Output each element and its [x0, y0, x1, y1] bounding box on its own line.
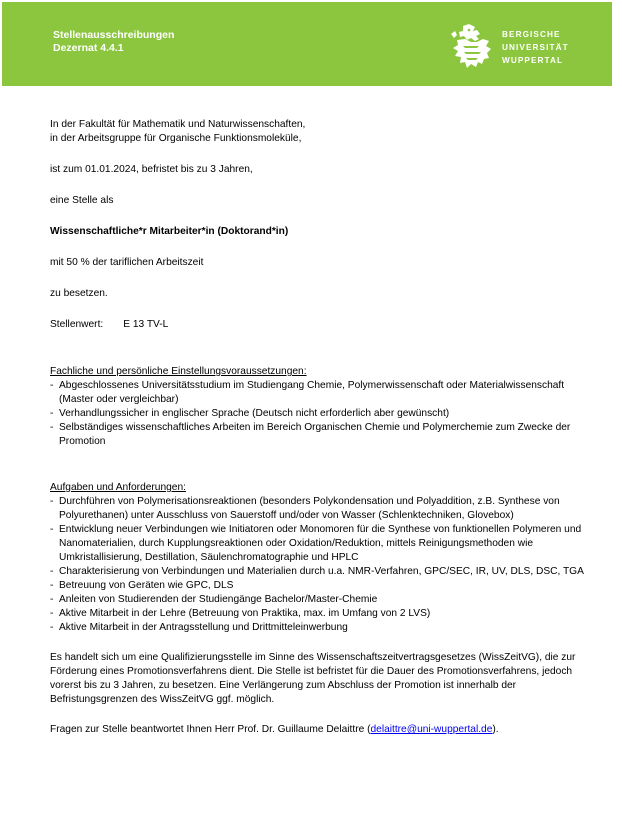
- list-item: - Durchführen von Polymerisationsreaktionen (besonders Polykondensation und Polyaddition, z.B. Synthese von Polyurethanen) unter Ausschluss von Sauerstoff und/oder von Wasser (Schlenktechniken, Glovebox): [50, 495, 590, 523]
- stellenwert-label: Stellenwert:: [50, 319, 104, 330]
- university-logo-text: [502, 28, 569, 67]
- list-item: - Selbständiges wissenschaftliches Arbeiten im Bereich Organischen Chemie und Polymerchemie zum Zwecke der Promotion: [50, 421, 590, 449]
- requirements-heading: Fachliche und persönliche Einstellungsvoraussetzungen:: [50, 366, 307, 377]
- posting-body: [50, 118, 590, 737]
- contact-line: [50, 723, 590, 737]
- header-banner: [2, 2, 612, 86]
- zu-besetzen: zu besetzen.: [50, 288, 108, 299]
- lion-icon: [449, 22, 495, 70]
- stellenwert-value: E 13 TV-L: [123, 319, 169, 330]
- tasks-heading: Aufgaben und Anforderungen:: [50, 482, 186, 493]
- position-title: Wissenschaftliche*r Mitarbeiter*in (Doktorand*in): [50, 226, 289, 237]
- list-item: - Charakterisierung von Verbindungen und Materialien durch u.a. NMR-Verfahren, GPC/SEC, IR, UV, DLS, DSC, TGA: [50, 565, 590, 579]
- header-title: [53, 29, 174, 55]
- stellenwert: [50, 318, 590, 332]
- requirements-list: [50, 379, 590, 449]
- header-title-line2: Dezernat 4.4.1: [53, 42, 124, 54]
- list-item: - Verhandlungssicher in englischer Sprache (Deutsch nicht erforderlich aber gewünscht): [50, 407, 590, 421]
- intro-line2: in der Arbeitsgruppe für Organische Funktionsmoleküle,: [50, 133, 302, 144]
- logo-line2: UNIVERSITÄT: [502, 43, 569, 52]
- contact-email-link[interactable]: delaittre@uni-wuppertal.de: [370, 724, 493, 735]
- logo-line1: BERGISCHE: [502, 30, 561, 39]
- logo-line3: WUPPERTAL: [502, 56, 564, 65]
- list-item: - Betreuung von Geräten wie GPC, DLS: [50, 579, 590, 593]
- start-date: ist zum 01.01.2024, befristet bis zu 3 Jahren,: [50, 164, 253, 175]
- contact-prefix: Fragen zur Stelle beantwortet Ihnen Herr Prof. Dr. Guillaume Delaittre (: [50, 724, 371, 735]
- qualification-paragraph: Es handelt sich um eine Qualifizierungsstelle im Sinne des Wissenschaftszeitvertragsgesetzes (WissZeitVG), die zur Förderung eines Promotionsverfahrens dient. Die Stelle ist befristet für die Dauer des Promotionsverfahrens, jedoch vorerst bis zu 3 Jahren, zu besetzen. Eine Verlängerung zum Abschluss der Promotion ist innerhalb der Befristungsgrenzen des WissZeitVG ggf. möglich.: [50, 652, 576, 705]
- list-item: - Anleiten von Studierenden der Studiengänge Bachelor/Master-Chemie: [50, 593, 590, 607]
- list-item: - Abgeschlossenes Universitätsstudium im Studiengang Chemie, Polymerwissenschaft oder Materialwissenschaft (Master oder vergleichbar): [50, 379, 590, 407]
- list-item: - Aktive Mitarbeit in der Lehre (Betreuung von Praktika, max. im Umfang von 2 LVS): [50, 607, 590, 621]
- working-hours: mit 50 % der tariflichen Arbeitszeit: [50, 257, 204, 268]
- contact-suffix: ).: [492, 724, 499, 735]
- header-title-line1: Stellenausschreibungen: [53, 29, 175, 41]
- stelle-als: eine Stelle als: [50, 195, 114, 206]
- list-item: - Aktive Mitarbeit in der Antragsstellung und Drittmitteleinwerbung: [50, 621, 590, 635]
- list-item: - Entwicklung neuer Verbindungen wie Initiatoren oder Monomoren für die Synthese von funktionellen Polymeren und Nanomaterialien, durch Kupplungsreaktionen oder Oxidation/Reduktion, mittels Reinigungsmethoden wie Umkristallisierung, Destillation, Säulenchromatographie und HPLC: [50, 523, 590, 565]
- tasks-list: [50, 495, 590, 635]
- intro-line1: In der Fakultät für Mathematik und Naturwissenschaften,: [50, 119, 306, 130]
